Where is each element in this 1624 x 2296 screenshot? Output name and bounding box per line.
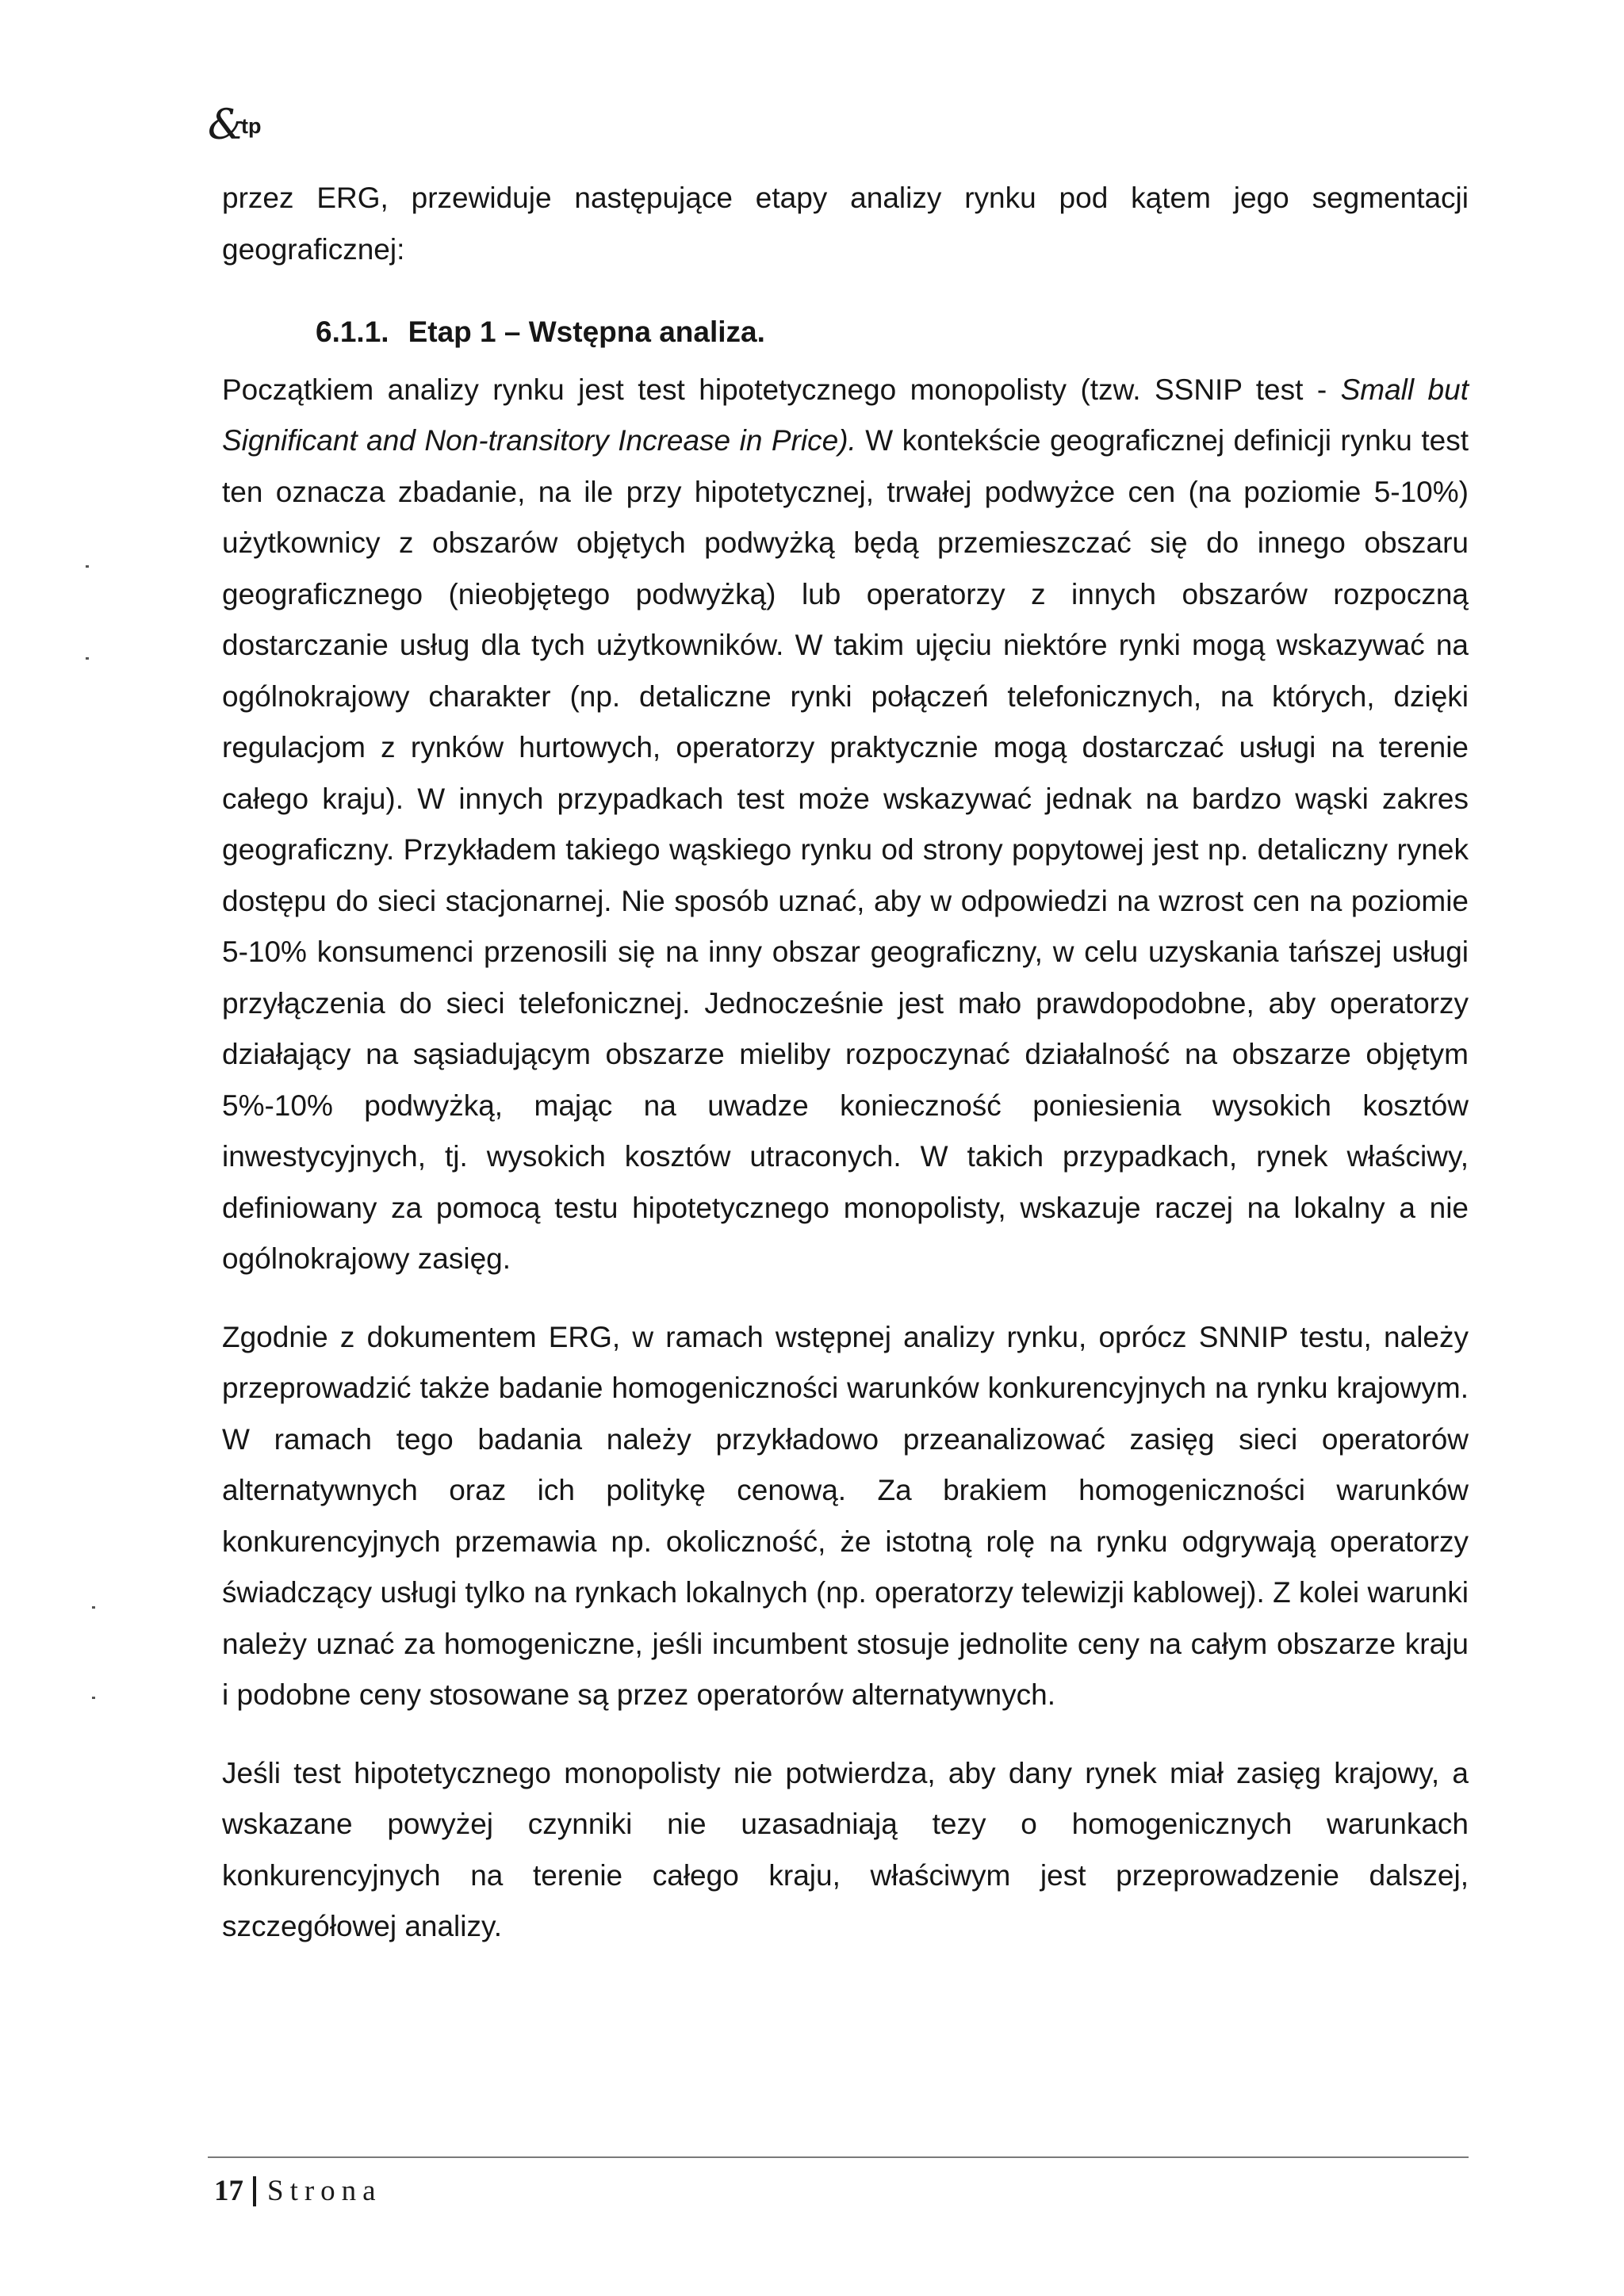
scan-speck — [86, 565, 89, 568]
paragraph-ssnip-rest: W kontekście geograficznej definicji rynku test ten oznacza zbadanie, na ile przy hipotetycznej, trwałej podwyżce cen (na poziomie 5-10%) użytkownicy z obszarów objętych podwyżką będą przemieszczać się do innego obszaru geograficznego (nieobjętego podwyżką) lub operatorzy z innych obszarów rozpoczną dostarczanie usług dla tych użytkowników. W takim ujęciu niektóre rynki mogą wskazywać na ogólnokrajowy charakter (np. detaliczne rynki połączeń telefonicznych, na których, dzięki regulacjom z rynków hurtowych, operatorzy praktycznie mogą dostarczać usługi na terenie całego kraju). W innych przypadkach test może wskazywać jednak na bardzo wąski zakres geograficzny. Przykładem takiego wąskiego rynku od strony popytowej jest np. detaliczny rynek dostępu do sieci stacjonarnej. Nie sposób uznać, aby w odpowiedzi na wzrost cen na poziomie 5-10% konsumenci przenosili się na inny obszar geograficzny, w celu uzyskania tańszej usługi przyłączenia do sieci telefonicznej. Jednocześnie jest mało prawdopodobne, aby operatorzy działający na sąsiadującym obszarze mieliby rozpoczynać działalność na obszarze objętym 5%-10% podwyżką, mając na uwadze konieczność poniesienia wysokich kosztów inwestycyjnych, tj. wysokich kosztów utraconych. W takich przypadkach, rynek właściwy, definiowany za pomocą testu hipotetycznego monopolisty, wskazuje raczej na lokalny a nie ogólnokrajowy zasięg. — [222, 424, 1469, 1275]
paragraph-ssnip — [222, 365, 1469, 1285]
company-logo — [208, 101, 327, 151]
page-footer — [214, 2169, 382, 2214]
paragraph-ssnip-italic: Small but Significant and Non-transitory Increase in Price). — [222, 373, 1469, 457]
paragraph-ssnip-start: Początkiem analizy rynku jest test hipotetycznego monopolisty (tzw. SSNIP test - — [222, 373, 1341, 406]
section-title: Etap 1 – Wstępna analiza. — [408, 316, 765, 348]
page-label: Strona — [267, 2175, 382, 2207]
paragraph-homogeneity: Zgodnie z dokumentem ERG, w ramach wstępnej analizy rynku, oprócz SNNIP testu, należy przeprowadzić także badanie homogeniczności warunków konkurencyjnych na rynku krajowym. W ramach tego badania należy przykładowo przeanalizować zasięg sieci operatorów alternatywnych oraz ich politykę cenową. Za brakiem homogeniczności warunków konkurencyjnych przemawia np. okoliczność, że istotną rolę na rynku odgrywają operatorzy świadczący usługi tylko na rynkach lokalnych (np. operatorzy telewizji kablowej). Z kolei warunki należy uznać za homogeniczne, jeśli incumbent stosuje jednolite ceny na całym obszarze kraju i podobne ceny stosowane są przez operatorów alternatywnych. — [222, 1320, 1469, 1711]
page-number: 17 — [214, 2175, 243, 2207]
footer-divider — [208, 2156, 1469, 2158]
scan-speck — [92, 1697, 95, 1699]
scan-speck — [92, 1606, 95, 1609]
footer-separator — [253, 2176, 256, 2206]
intro-paragraph: przez ERG, przewiduje następujące etapy analizy rynku pod kątem jego segmentacji geograficznej: — [222, 182, 1469, 266]
section-heading — [316, 307, 1469, 358]
section-number: 6.1.1. — [316, 316, 389, 348]
logo-ampersand: & — [208, 101, 245, 149]
logo-text: tp — [241, 114, 262, 138]
paragraph-conclusion: Jeśli test hipotetycznego monopolisty nie potwierdza, aby dany rynek miał zasięg krajowy, a wskazane powyżej czynniki nie uzasadniają tezy o homogenicznych warunkach konkurencyjnych na terenie całego kraju, właściwym jest przeprowadzenie dalszej, szczegółowej analizy. — [222, 1756, 1469, 1942]
scan-speck — [86, 657, 89, 660]
document-body — [222, 173, 1469, 1953]
